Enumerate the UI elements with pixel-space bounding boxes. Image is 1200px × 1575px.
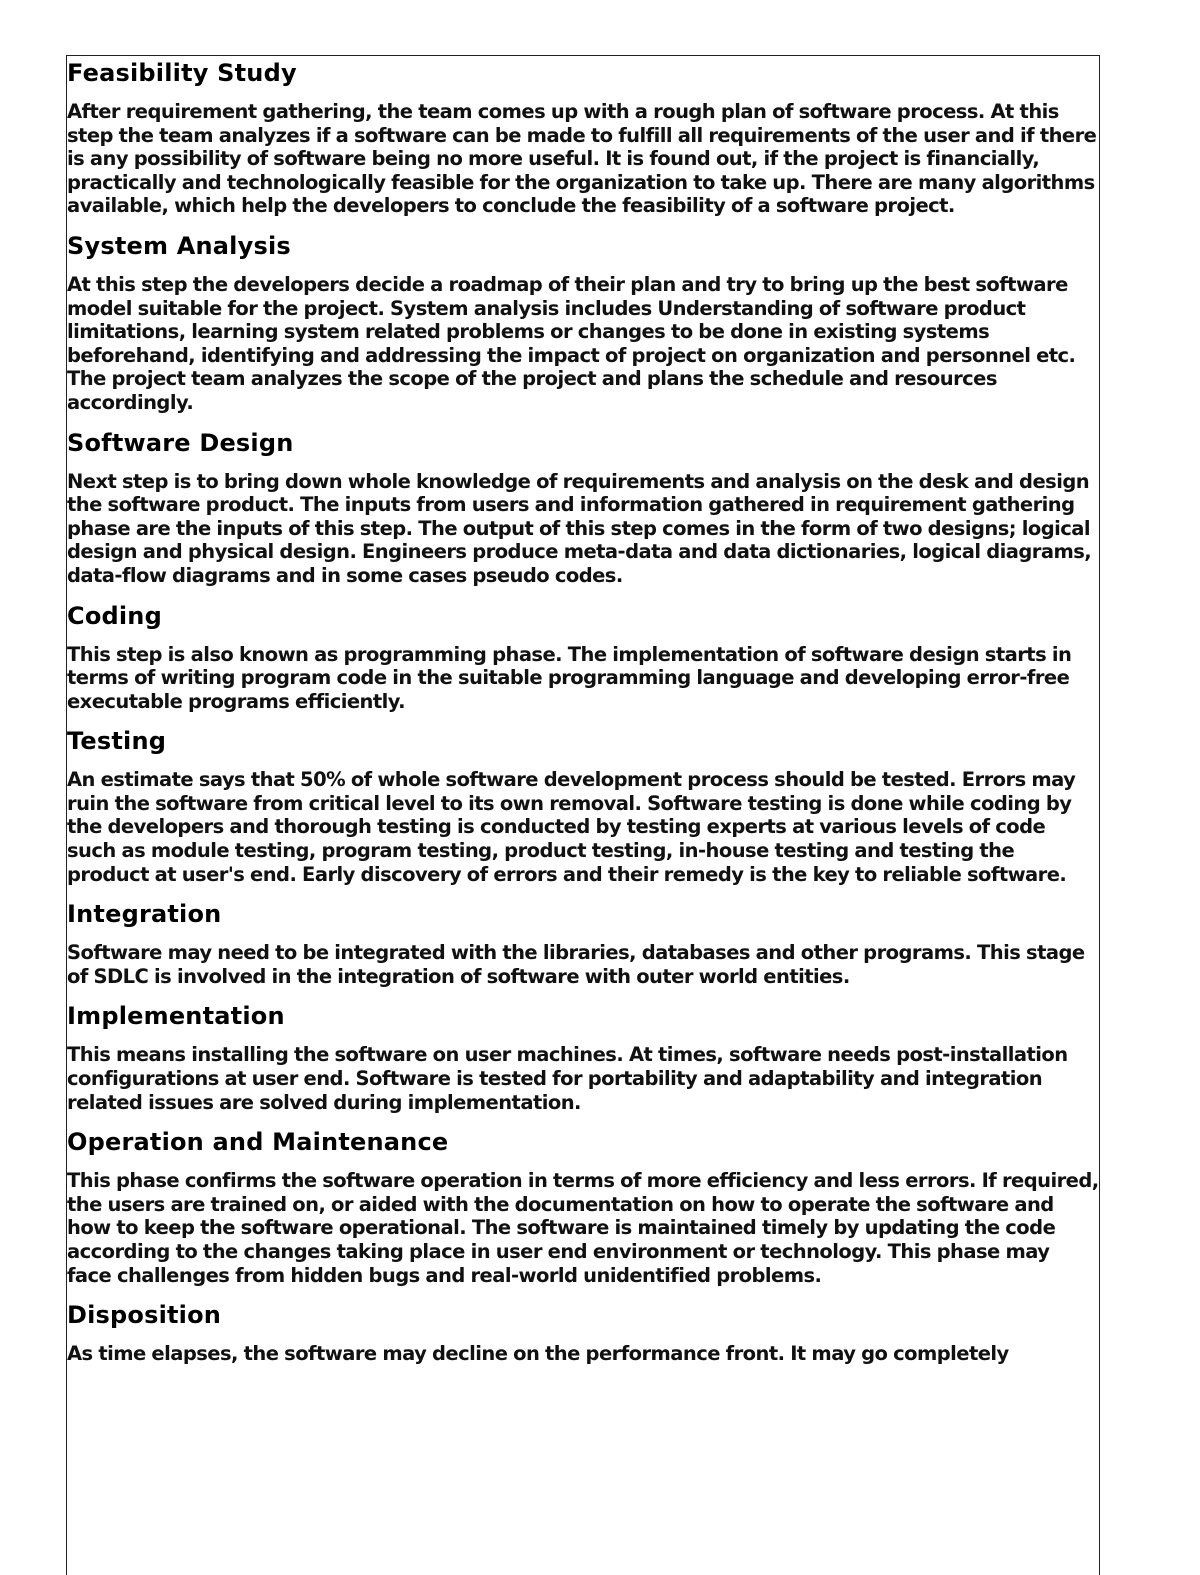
section-heading: Software Design (67, 428, 294, 457)
section-software-design (67, 429, 1099, 588)
section-heading: Operation and Maintenance (67, 1128, 449, 1157)
section-paragraph: As time elapses, the software may decline on the performance front. It may go completely (67, 1342, 1009, 1366)
section-heading: Testing (67, 727, 167, 756)
section-testing (67, 727, 1099, 886)
section-paragraph: After requirement gathering, the team comes up with a rough plan of software process. At this step the team analyzes if a software can be made to fulfill all requirements of the user and if there is any possibility of software being no more useful. It is found out, if the project is financially, practically and technologically feasible for the organization to take up. There are many algorithms available, which help the developers to conclude the feasibility of a software project. (67, 100, 1097, 218)
section-heading: Coding (67, 601, 162, 630)
section-feasibility-study (67, 59, 1099, 218)
section-paragraph: This step is also known as programming phase. The implementation of software design starts in terms of writing program code in the suitable programming language and developing error-free executable programs efficiently. (67, 642, 1072, 713)
section-paragraph: Software may need to be integrated with the libraries, databases and other programs. This stage of SDLC is involved in the integration of software with outer world entities. (67, 941, 1085, 988)
section-paragraph: This phase confirms the software operation in terms of more efficiency and less errors. If required, the users are trained on, or aided with the documentation on how to operate the software and how to keep the software operational. The software is maintained timely by updating the code according to the changes taking place in user end environment or technology. This phase may face challenges from hidden bugs and real-world unidentified problems. (67, 1169, 1099, 1287)
section-heading: Integration (67, 900, 222, 929)
section-paragraph: This means installing the software on user machines. At times, software needs post-installation configurations at user end. Software is tested for portability and adaptability and integration related issues are solved during implementation. (67, 1043, 1068, 1114)
section-heading: System Analysis (67, 231, 291, 260)
section-coding (67, 602, 1099, 714)
section-heading: Implementation (67, 1002, 285, 1031)
section-disposition (67, 1301, 1099, 1366)
section-system-analysis (67, 232, 1099, 415)
section-paragraph: Next step is to bring down whole knowledge of requirements and analysis on the desk and design the software product. The inputs from users and information gathered in requirement gathering phase are the inputs of this step. The output of this step comes in the form of two designs; logical design and physical design. Engineers produce meta-data and data dictionaries, logical diagrams, data-flow diagrams and in some cases pseudo codes. (67, 469, 1092, 587)
section-heading: Feasibility Study (67, 59, 297, 87)
section-integration (67, 900, 1099, 988)
section-implementation (67, 1002, 1099, 1114)
document-page (66, 55, 1100, 1575)
section-paragraph: At this step the developers decide a roadmap of their plan and try to bring up the best software model suitable for the project. System analysis includes Understanding of software product limitations, learning system related problems or changes to be done in existing systems beforehand, identifying and addressing the impact of project on organization and personnel etc. The project team analyzes the scope of the project and plans the schedule and resources accordingly. (67, 272, 1076, 414)
section-heading: Disposition (67, 1301, 222, 1330)
section-paragraph: An estimate says that 50% of whole software development process should be tested. Errors may ruin the software from critical level to its own removal. Software testing is done while coding by the developers and thorough testing is conducted by testing experts at various levels of code such as module testing, program testing, product testing, in-house testing and testing the product at user's end. Early discovery of errors and their remedy is the key to reliable software. (67, 768, 1076, 886)
section-operation-and-maintenance (67, 1128, 1099, 1287)
